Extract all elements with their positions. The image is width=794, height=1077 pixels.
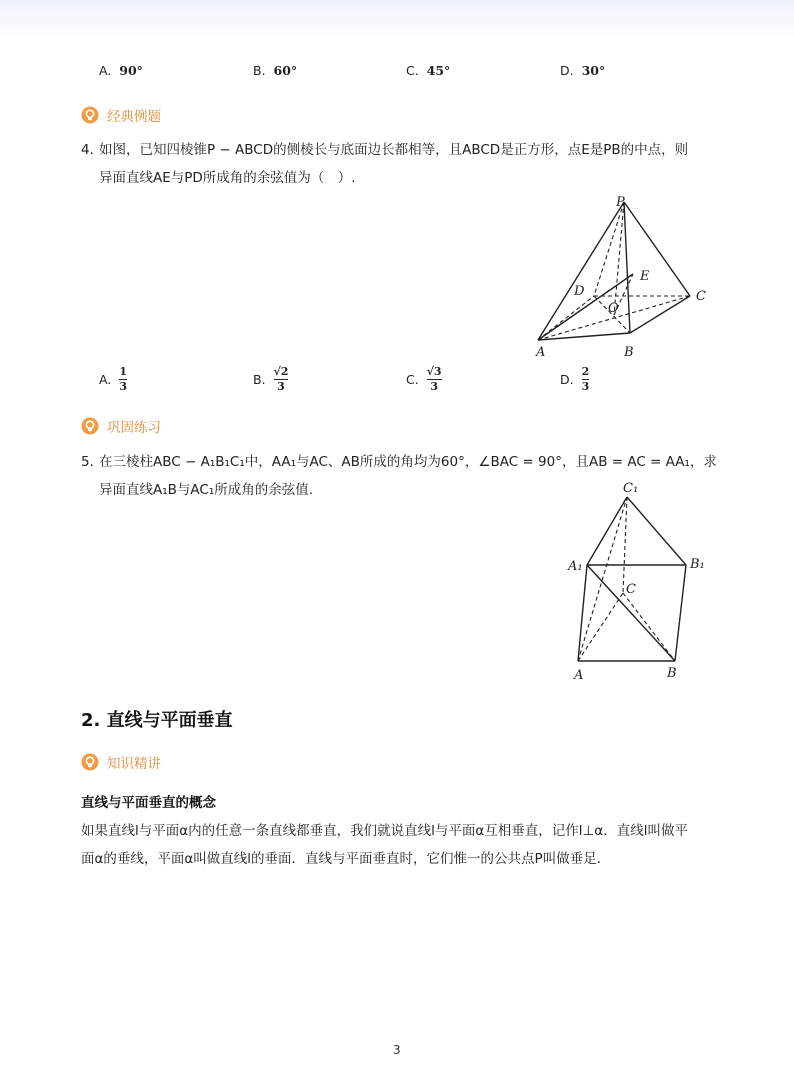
prev-option-a: A. 90° <box>99 63 143 78</box>
label-a: A <box>574 668 584 683</box>
label-a: A <box>536 345 546 360</box>
q4-number: 4. <box>81 142 94 158</box>
edge-cb <box>623 593 675 661</box>
q4-option-a: A. $\frac{1}{3}$ <box>99 365 127 393</box>
lightbulb-icon <box>81 106 99 124</box>
concept-heading: 直线与平面垂直的概念 <box>81 795 216 811</box>
label-b: B <box>667 666 677 681</box>
segment-a1b <box>587 565 675 661</box>
label-o: O <box>608 301 619 316</box>
prev-option-c: C. 45° <box>406 63 451 78</box>
pyramid-figure <box>520 190 720 365</box>
section-practice-title: 巩固练习 <box>107 420 161 436</box>
q4-option-c: C. $\frac{√3}{3}$ <box>406 365 442 393</box>
section2-title: 2. 直线与平面垂直 <box>81 710 233 731</box>
edge-ac <box>578 593 623 661</box>
q4-option-b: B. $\frac{√2}{3}$ <box>253 365 289 393</box>
segment-ae <box>538 274 633 340</box>
label-a1: A₁ <box>568 559 583 574</box>
q5-text-line2: 异面直线A₁B与AC₁所成角的余弦值. <box>99 482 314 498</box>
section-practice-header <box>81 416 161 436</box>
lightbulb-icon <box>81 417 99 435</box>
edge-pd <box>594 202 624 296</box>
label-d: D <box>574 284 585 299</box>
prev-option-d: D. 30° <box>560 63 606 78</box>
q4-option-d: D. $\frac{2}{3}$ <box>560 365 590 393</box>
label-e: E <box>640 269 650 284</box>
q4-text-line1: 如图，已知四棱锥P − ABCD的侧棱长与底面边长都相等，且ABCD是正方形，点E是PB的中点，则 <box>99 142 689 158</box>
page-number: 3 <box>393 1043 401 1057</box>
label-b1: B₁ <box>690 557 705 572</box>
edge-pc <box>624 202 690 296</box>
edge-ad <box>538 296 594 340</box>
lightbulb-icon <box>81 753 99 771</box>
label-c1: C₁ <box>623 481 639 496</box>
edge-c1c <box>623 497 627 593</box>
header-band <box>0 0 794 40</box>
label-p: P <box>616 195 625 210</box>
concept-line1: 如果直线l与平面α内的任意一条直线都垂直，我们就说直线l与平面α互相垂直，记作l⊥α．直线l叫做平 <box>81 823 688 839</box>
prism-figure <box>560 475 720 685</box>
concept-line2: 面α的垂线，平面α叫做直线l的垂面．直线与平面垂直时，它们惟一的公共点P叫做垂足． <box>81 851 611 867</box>
section-knowledge-title: 知识精讲 <box>107 756 161 772</box>
section-example-header <box>81 105 161 125</box>
label-c: C <box>626 582 636 597</box>
section-example-title: 经典例题 <box>107 109 161 125</box>
label-c: C <box>696 289 706 304</box>
label-b: B <box>624 345 634 360</box>
q5-number: 5. <box>81 454 94 470</box>
edge-bc <box>630 296 690 333</box>
section-knowledge-header <box>81 752 161 772</box>
edge-b1b <box>675 565 686 661</box>
q5-text-line1: 在三棱柱ABC − A₁B₁C₁中，AA₁与AC、AB所成的角均为60°，∠BAC = 90°，且AB = AC = AA₁，求 <box>99 454 717 470</box>
edge-c1b1 <box>627 497 686 565</box>
edge-pa <box>538 202 624 340</box>
q4-text-line2: 异面直线AE与PD所成角的余弦值为（ ）. <box>99 170 356 186</box>
prev-option-b: B. 60° <box>253 63 298 78</box>
edge-c1a1 <box>587 497 627 565</box>
